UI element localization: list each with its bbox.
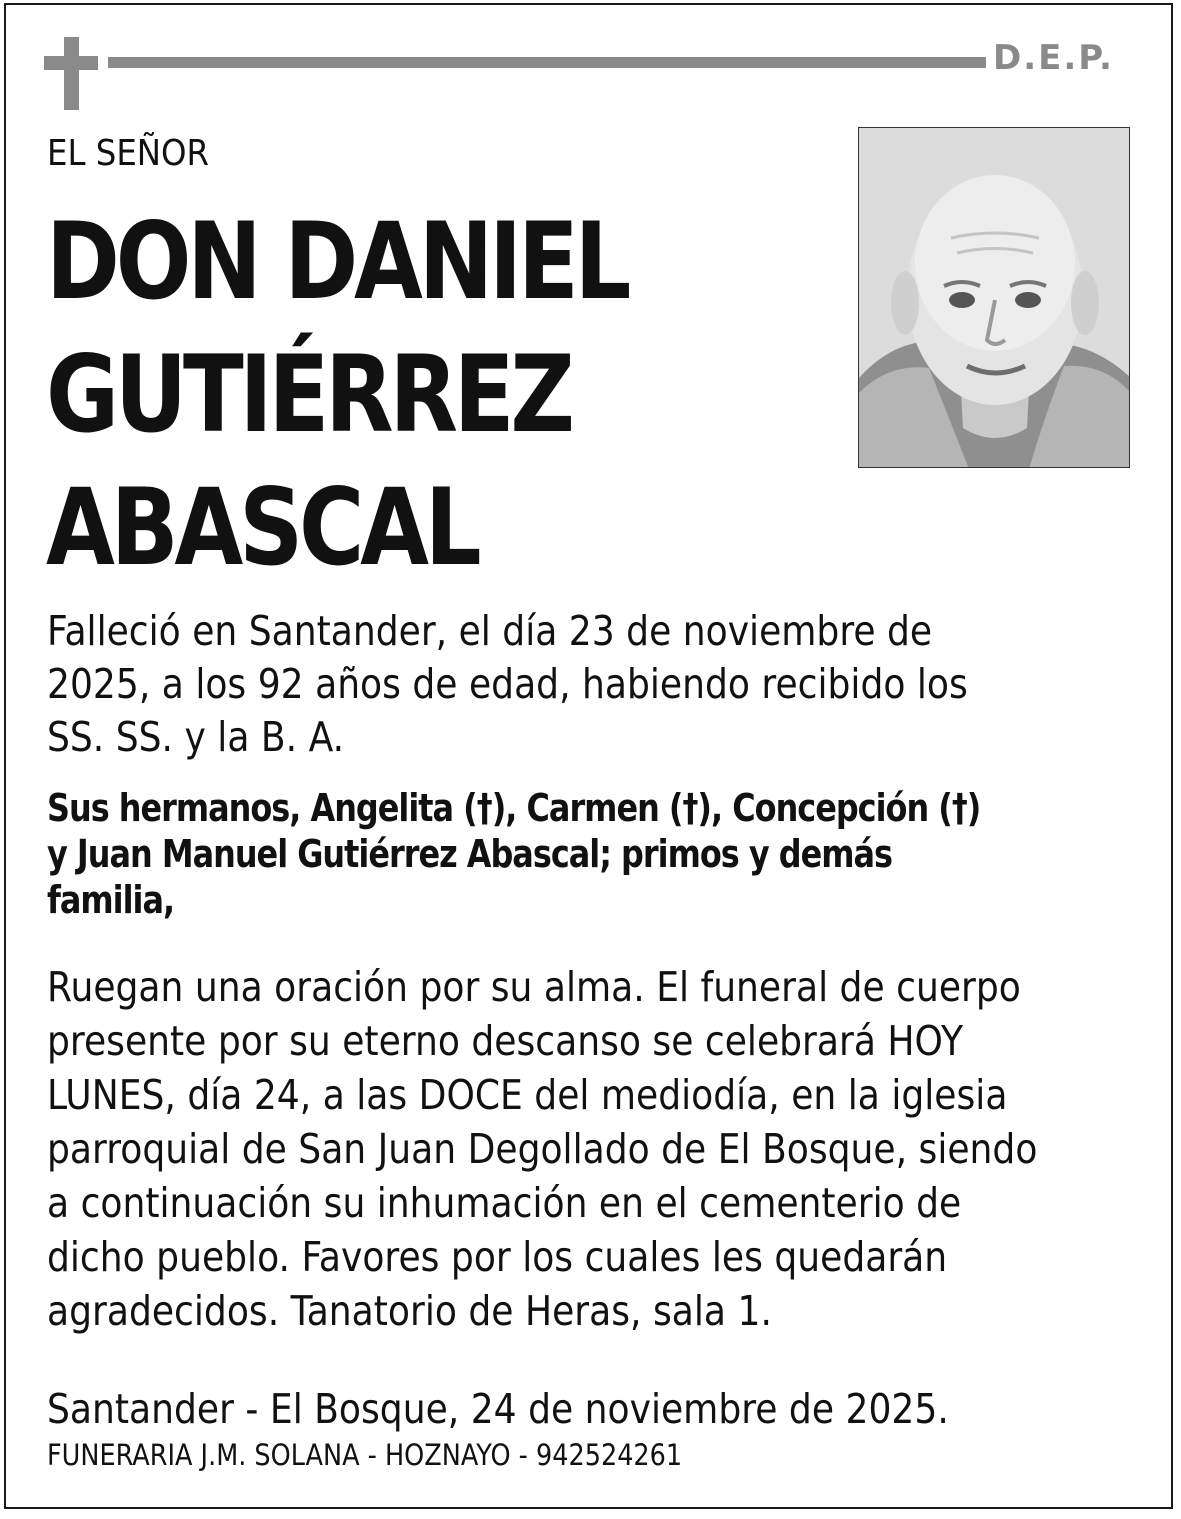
funeral-line: a continuación su inhumación en el cementerio de <box>47 1179 962 1227</box>
funeral-line: dicho pueblo. Favores por los cuales les quedarán <box>47 1233 948 1281</box>
death-notice-line: Falleció en Santander, el día 23 de noviembre de <box>47 607 933 655</box>
death-notice <box>47 605 1050 764</box>
cross-icon <box>44 37 98 110</box>
place-and-date: Santander - El Bosque, 24 de noviembre de 2025. <box>47 1385 949 1433</box>
funeral-home: FUNERARIA J.M. SOLANA - HOZNAYO - 942524261 <box>47 1438 683 1472</box>
deceased-name <box>46 195 701 594</box>
family-line: y Juan Manuel Gutiérrez Abascal; primos y demás <box>47 832 893 876</box>
funeral-line: Ruegan una oración por su alma. El funeral de cuerpo <box>47 963 1021 1011</box>
funeral-line: parroquial de San Juan Degollado de El Bosque, siendo <box>47 1125 1038 1173</box>
header-rule <box>108 57 986 68</box>
funeral-line: presente por su eterno descanso se celebrará HOY <box>47 1017 964 1065</box>
family-line: familia, <box>47 878 175 922</box>
family-list <box>47 785 1089 923</box>
death-notice-line: SS. SS. y la B. A. <box>47 713 345 761</box>
dep-label: D.E.P. <box>993 38 1114 78</box>
funeral-line: agradecidos. Tanatorio de Heras, sala 1. <box>47 1287 772 1335</box>
name-line-2: GUTIÉRREZ <box>46 333 571 456</box>
name-line-1: DON DANIEL <box>46 200 628 323</box>
death-notice-line: 2025, a los 92 años de edad, habiendo recibido los <box>47 660 968 708</box>
funeral-line: LUNES, día 24, a las DOCE del mediodía, en la iglesia <box>47 1071 1008 1119</box>
funeral-details <box>47 960 1138 1338</box>
pre-title: EL SEÑOR <box>47 133 210 174</box>
family-line: Sus hermanos, Angelita (†), Carmen (†), Concepción (†) <box>47 786 981 830</box>
portrait-photo <box>858 127 1130 468</box>
name-line-3: ABASCAL <box>46 466 478 589</box>
